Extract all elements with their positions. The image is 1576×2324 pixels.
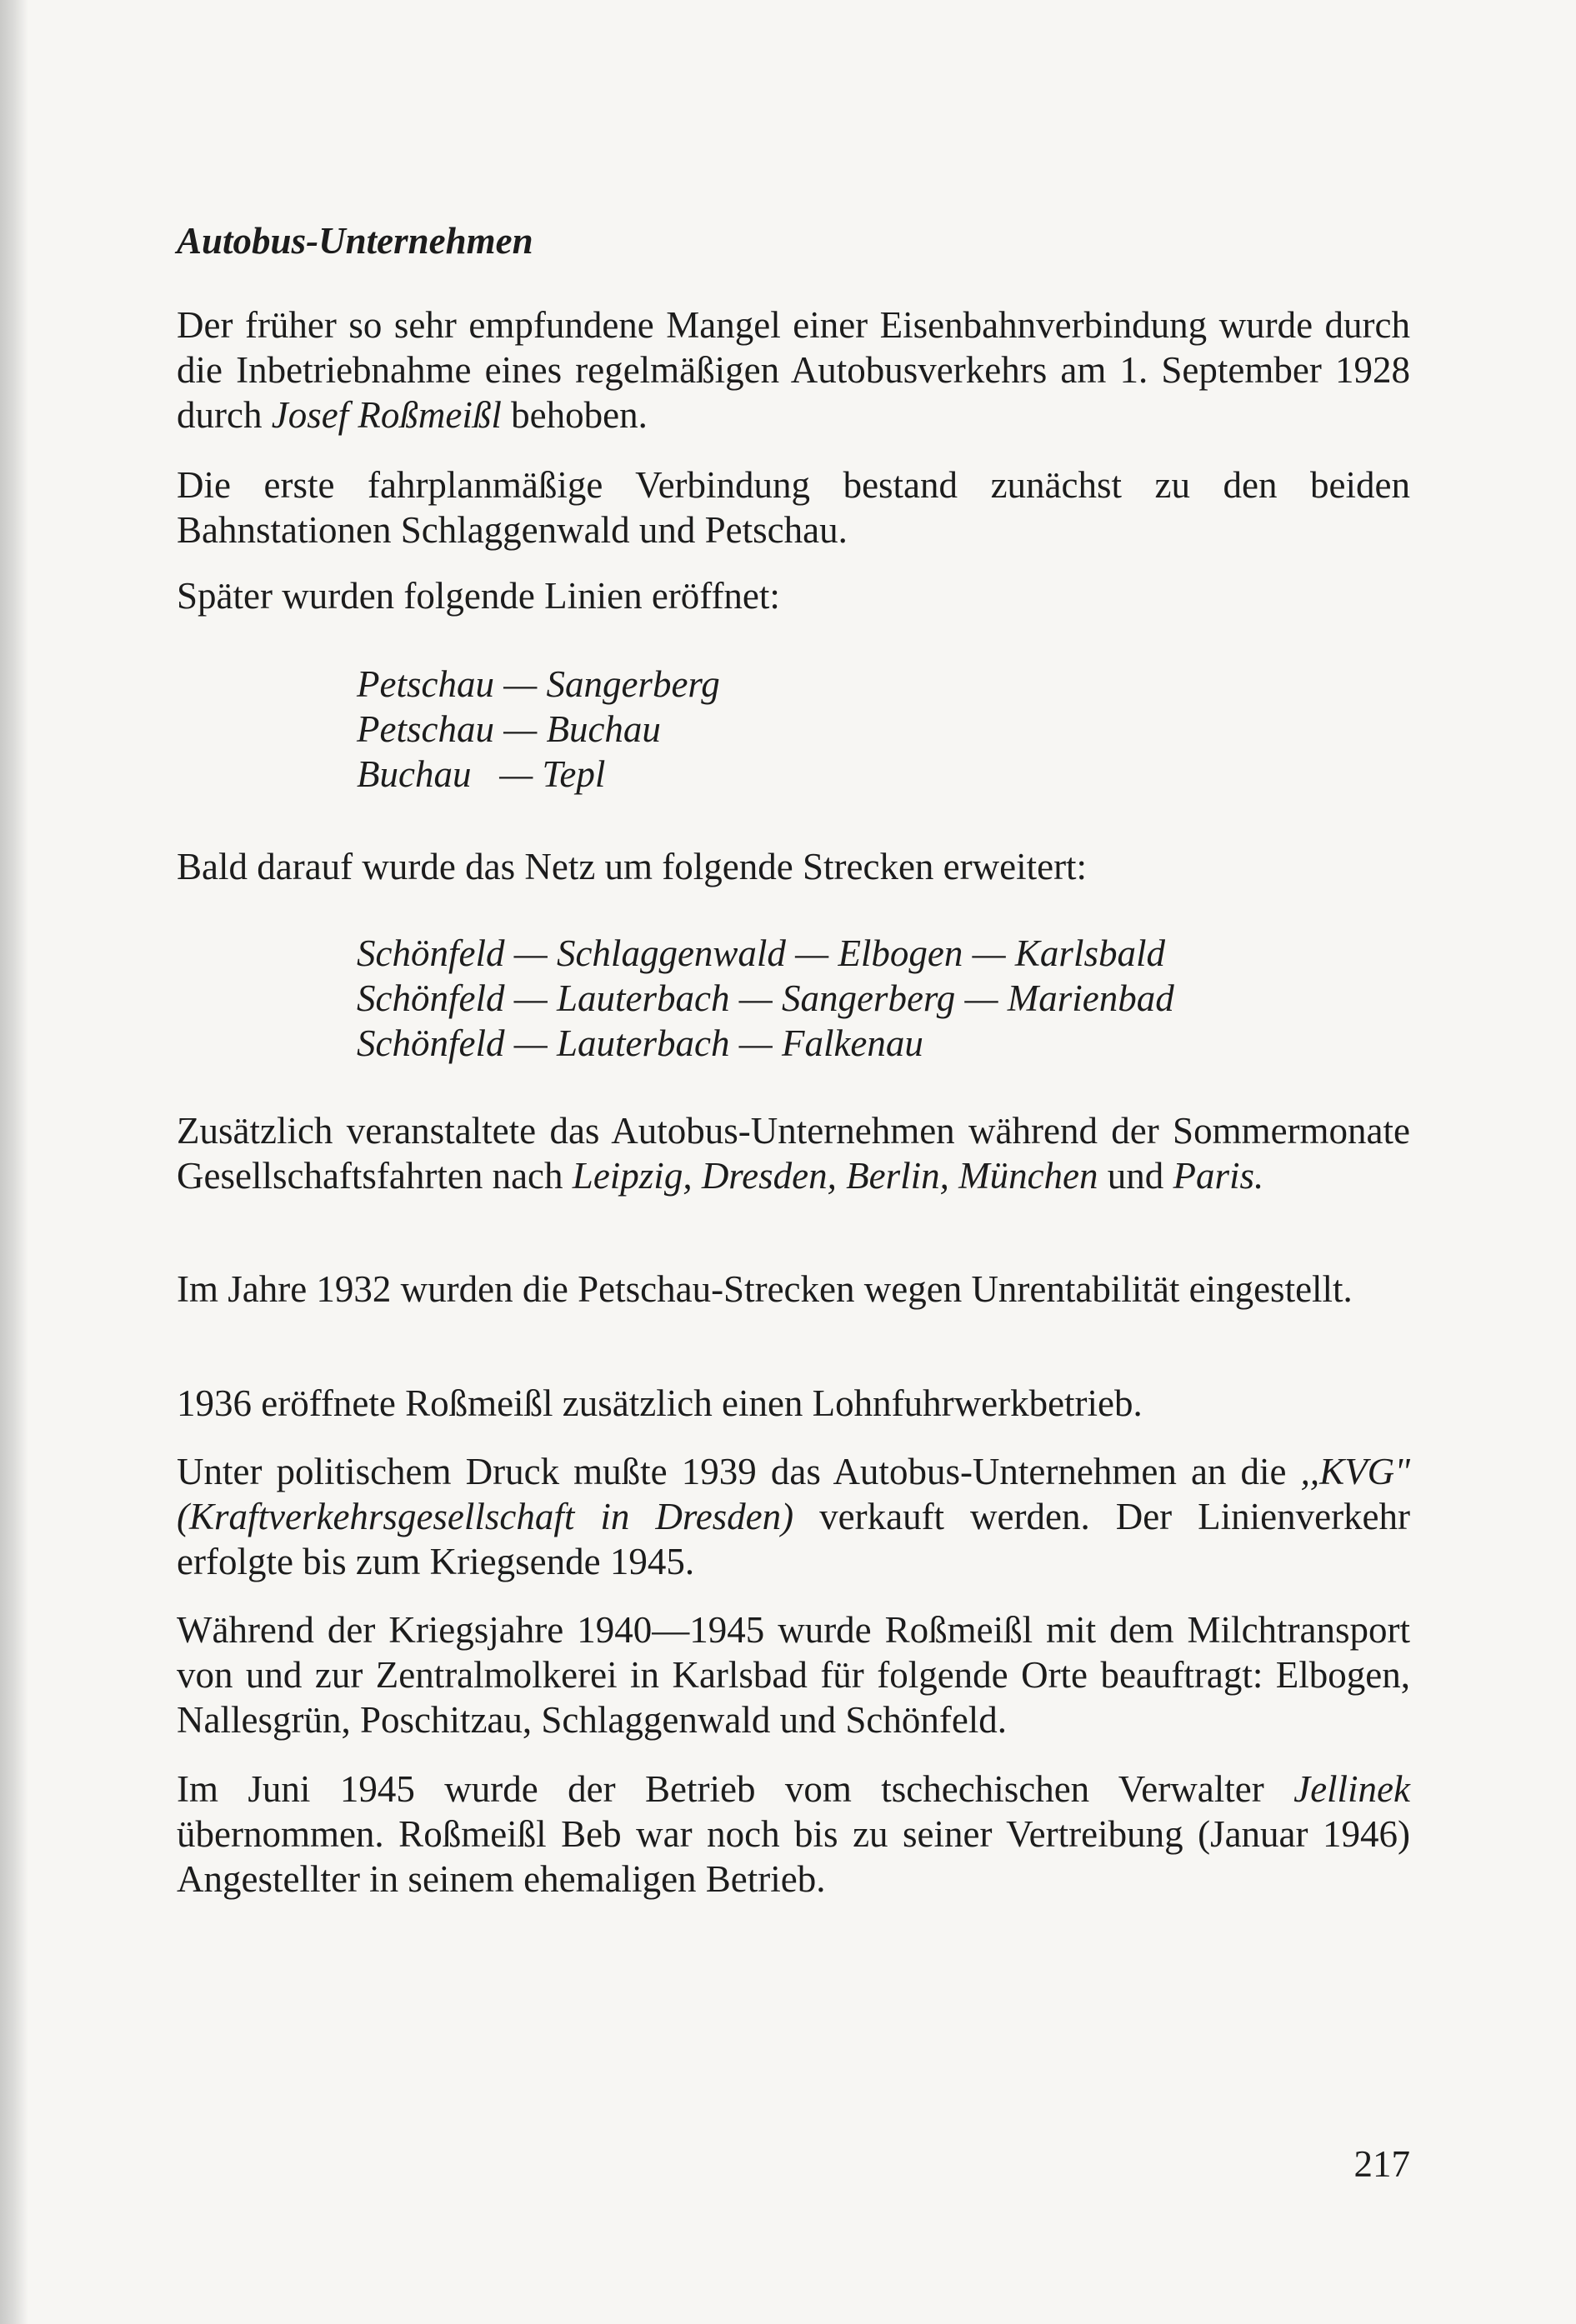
paragraph-6 [177,1267,1410,1312]
paragraph-7-text: 1936 eröffnete Roßmeißl zusätzlich einen Lohnfuhrwerkbetrieb. [177,1382,1143,1424]
paragraph-2 [177,462,1410,552]
paragraph-3-text: Später wurden folgende Linien eröffnet: [177,575,780,617]
paragraph-10 [177,1767,1410,1902]
paragraph-6-text: Im Jahre 1932 wurden die Petschau-Strecken wegen Unrentabilität eingestellt. [177,1268,1353,1310]
paragraph-5-text-a: Zusätzlich veranstaltete das Autobus-Unternehmen während der Sommermonate Gesellschaftsfahrten nach [177,1110,1410,1197]
route-item: Schönfeld — Lauterbach — Sangerberg — Marienbad [357,977,1174,1019]
paragraph-4-text: Bald darauf wurde das Netz um folgende Strecken erweitert: [177,846,1088,887]
page-number: 217 [1353,2143,1410,2185]
paragraph-4 [177,844,1410,889]
section-heading: Autobus-Unternehmen [177,220,533,262]
paragraph-9-text: Während der Kriegsjahre 1940—1945 wurde Roßmeißl mit dem Milchtransport von und zur Zentralmolkerei in Karlsbad für folgende Orte beauftragt: Elbogen, Nallesgrün, Poschitzau, Schlaggenwald und Schönfeld. [177,1609,1410,1741]
route-item: Petschau — Sangerberg [357,663,720,705]
paragraph-5-text-b: und [1098,1155,1173,1197]
city-list: Leipzig, Dresden, Berlin, München [572,1155,1098,1197]
paragraph-5 [177,1108,1410,1198]
route-item: Buchau — Tepl [357,753,606,795]
paragraph-1 [177,302,1410,437]
paragraph-2-text: Die erste fahrplanmäßige Verbindung bestand zunächst zu den beiden Bahnstationen Schlaggenwald und Petschau. [177,464,1410,551]
paragraph-9 [177,1607,1410,1742]
paragraph-8 [177,1449,1410,1584]
paragraph-10-text-b: übernommen. Roßmeißl Beb war noch bis zu seiner Vertreibung (Januar 1946) Angestellter in seinem ehemaligen Betrieb. [177,1813,1410,1900]
route-item: Schönfeld — Schlaggenwald — Elbogen — Karlsbald [357,932,1165,974]
company-kvg: ,,KVG" (Kraftverkehrsgesellschaft in Dresden) [177,1451,1410,1537]
paragraph-10-text-a: Im Juni 1945 wurde der Betrieb vom tschechischen Verwalter [177,1768,1294,1810]
city-paris: Paris. [1173,1155,1264,1197]
route-item: Petschau — Buchau [357,708,661,750]
route-list-1 [357,662,720,797]
route-list-2 [357,931,1174,1066]
person-name-rossmeissl: Josef Roßmeißl [271,394,502,436]
paragraph-8-text-a: Unter politischem Druck mußte 1939 das Autobus-Unternehmen an die [177,1451,1301,1492]
page-edge-shadow [0,0,28,2324]
paragraph-1-text-a: Der früher so sehr empfundene Mangel einer Eisenbahnverbindung wurde durch die Inbetriebnahme eines regelmäßigen Autobusverkehrs am 1. September 1928 durch [177,304,1410,436]
paragraph-7 [177,1381,1410,1426]
paragraph-1-text-b: behoben. [501,394,648,436]
paragraph-3 [177,573,1410,618]
route-item: Schönfeld — Lauterbach — Falkenau [357,1022,923,1064]
person-name-jellinek: Jellinek [1293,1768,1410,1810]
paragraph-8-text-b: verkauft werden. Der Linienverkehr erfolgte bis zum Kriegsende 1945. [177,1496,1411,1582]
